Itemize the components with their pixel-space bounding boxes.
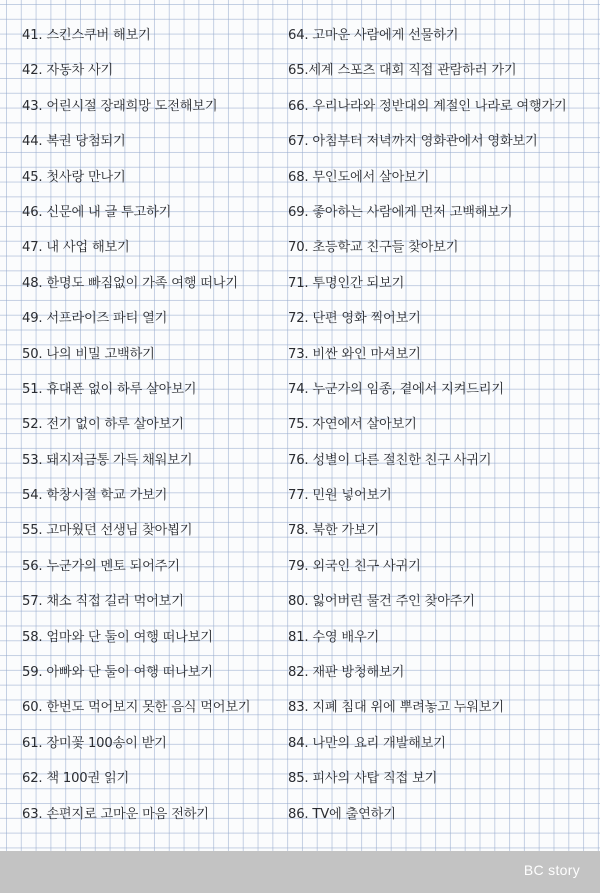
list-item: 83. 지폐 침대 위에 뿌려놓고 누워보기 [288, 700, 504, 716]
list-item: 52. 전기 없이 하루 살아보기 [22, 417, 184, 433]
list-item: 54. 학창시절 학교 가보기 [22, 488, 168, 504]
list-item: 61. 장미꽃 100송이 받기 [22, 735, 167, 751]
list-item: 76. 성별이 다른 절친한 친구 사귀기 [288, 452, 492, 468]
list-item: 81. 수영 배우기 [288, 629, 380, 645]
list-item: 63. 손편지로 고마운 마음 전하기 [22, 806, 209, 822]
list-item: 44. 복권 당첨되기 [22, 134, 126, 150]
list-item: 86. TV에 출연하기 [288, 806, 396, 822]
list-item: 43. 어린시절 장래희망 도전해보기 [22, 98, 218, 114]
list-item: 85. 피사의 사탑 직접 보기 [288, 771, 438, 787]
list-item: 74. 누군가의 임종, 곁에서 지켜드리기 [288, 381, 504, 397]
list-item: 82. 재판 방청해보기 [288, 665, 405, 681]
list-item: 75. 자연에서 살아보기 [288, 417, 417, 433]
list-item: 58. 엄마와 단 둘이 여행 떠나보기 [22, 629, 213, 645]
list-item: 55. 고마웠던 선생님 찾아뵙기 [22, 523, 193, 539]
bucket-list-right-column [288, 24, 588, 838]
list-item: 72. 단편 영화 찍어보기 [288, 311, 421, 327]
list-item: 47. 내 사업 해보기 [22, 240, 130, 256]
list-item: 84. 나만의 요리 개발해보기 [288, 735, 446, 751]
list-item: 69. 좋아하는 사람에게 먼저 고백해보기 [288, 204, 513, 220]
list-item: 77. 민원 넣어보기 [288, 488, 392, 504]
list-item: 51. 휴대폰 없이 하루 살아보기 [22, 381, 197, 397]
list-item: 59. 아빠와 단 둘이 여행 떠나보기 [22, 665, 213, 681]
list-item: 56. 누군가의 멘토 되어주기 [22, 558, 180, 574]
list-item: 79. 외국인 친구 사귀기 [288, 558, 421, 574]
list-item: 53. 돼지저금통 가득 채워보기 [22, 452, 193, 468]
list-item: 68. 무인도에서 살아보기 [288, 169, 430, 185]
footer-bar [0, 851, 600, 893]
list-item: 49. 서프라이즈 파티 열기 [22, 311, 168, 327]
list-item: 45. 첫사랑 만나기 [22, 169, 126, 185]
brand-label: BC story [523, 862, 580, 878]
list-item: 50. 나의 비밀 고백하기 [22, 346, 155, 362]
list-item: 42. 자동차 사기 [22, 63, 114, 79]
list-item: 64. 고마운 사람에게 선물하기 [288, 28, 459, 43]
list-item: 73. 비싼 와인 마셔보기 [288, 346, 421, 362]
list-item: 62. 책 100권 읽기 [22, 771, 130, 787]
bucket-list-left-column [22, 24, 280, 838]
list-item: 70. 초등학교 친구들 찾아보기 [288, 240, 459, 256]
list-item: 60. 한번도 먹어보지 못한 음식 먹어보기 [22, 700, 251, 716]
list-item: 80. 잃어버린 물건 주인 찾아주기 [288, 594, 475, 610]
list-item: 48. 한명도 빠짐없이 가족 여행 떠나기 [22, 275, 238, 291]
list-item: 57. 채소 직접 길러 먹어보기 [22, 594, 184, 610]
list-item: 66. 우리나라와 정반대의 계절인 나라로 여행가기 [288, 98, 567, 114]
list-item: 65.세계 스포츠 대회 직접 관람하러 가기 [288, 63, 517, 79]
list-item: 41. 스킨스쿠버 해보기 [22, 28, 151, 43]
list-item: 71. 투명인간 되보기 [288, 275, 405, 291]
list-item: 78. 북한 가보기 [288, 523, 380, 539]
list-item: 67. 아침부터 저녁까지 영화관에서 영화보기 [288, 134, 538, 150]
list-item: 46. 신문에 내 글 투고하기 [22, 204, 172, 220]
